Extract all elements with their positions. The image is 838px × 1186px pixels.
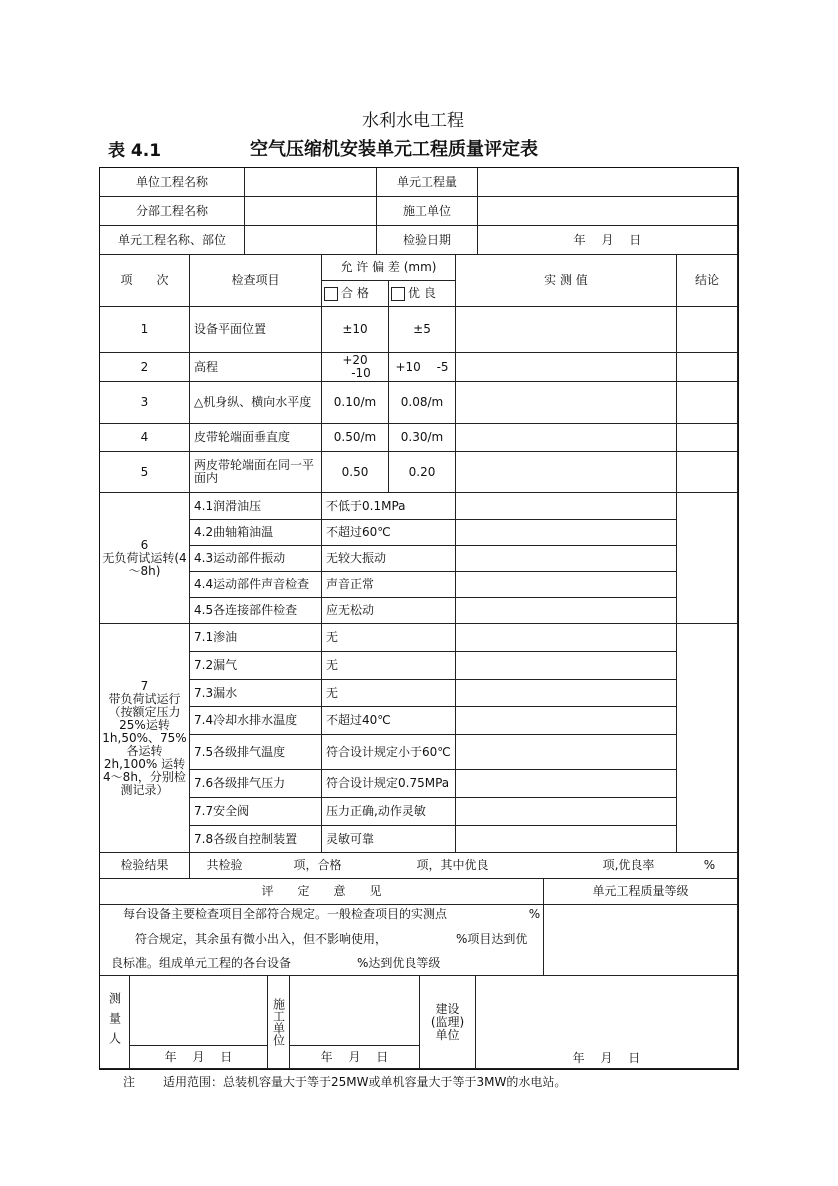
row-excellent: ±5 [388, 306, 456, 353]
row-conclusion[interactable] [676, 423, 738, 452]
surveyor-date: 年 月 日 [129, 1045, 268, 1069]
group6-standard: 不超过60℃ [321, 519, 456, 546]
group7-standard: 符合设计规定小于60℃ [321, 734, 456, 770]
row-excellent: 0.20 [388, 451, 456, 493]
group7-item: 7.6各级排气压力 [189, 769, 322, 798]
group7-item: 7.7安全阀 [189, 797, 322, 826]
row-conclusion[interactable] [676, 381, 738, 424]
group6-measured[interactable] [455, 492, 677, 520]
group6-standard: 声音正常 [321, 571, 456, 598]
group7-item: 7.4冷却水排水温度 [189, 706, 322, 735]
result-excellent: 项，其中优良 [416, 858, 489, 872]
contractor-sign[interactable] [289, 975, 420, 1046]
row-measured[interactable] [455, 381, 677, 424]
group6-standard: 无较大振动 [321, 545, 456, 572]
row-seq: 5 [99, 451, 190, 493]
checkbox[interactable] [324, 287, 338, 301]
group6-label: 6 无负荷试运转(4～8h) [99, 492, 190, 624]
group7-measured[interactable] [455, 679, 677, 707]
note-label: 注 [123, 1075, 136, 1089]
group7-item: 7.1渗油 [189, 623, 322, 652]
checkbox-label: 合 格 [341, 286, 369, 300]
group6-standard: 不低于0.1MPa [321, 492, 456, 520]
row-qualified: 0.10/m [321, 381, 389, 424]
row-measured[interactable] [455, 352, 677, 382]
col-header-tolerance: 允 许 偏 差 (mm) [321, 254, 456, 281]
row-excellent: 0.08/m [388, 381, 456, 424]
group6-item: 4.4运动部件声音检查 [189, 571, 322, 598]
opinion-line3-pct: %达到优良等级 [357, 956, 441, 970]
row-measured[interactable] [455, 306, 677, 353]
group7-measured[interactable] [455, 825, 677, 853]
group6-measured[interactable] [455, 571, 677, 598]
col-header-seq: 项 次 [99, 254, 190, 307]
checkbox[interactable] [391, 287, 405, 301]
opinion-line3: 良标准。组成单元工程的各台设备 [111, 956, 292, 970]
group7-label: 7 带负荷试运行（按额定压力 25%运转1h,50%、75% 各运转2h,100% 运转4～8h，分别检测记录） [99, 623, 190, 853]
field-value[interactable] [244, 196, 377, 226]
surveyor-label: 测量人 [99, 975, 130, 1069]
group7-measured[interactable] [455, 769, 677, 798]
group7-standard: 无 [321, 679, 456, 707]
field-value[interactable]: 年 月 日 [477, 225, 738, 255]
row-item: 设备平面位置 [189, 306, 322, 353]
surveyor-sign[interactable] [129, 975, 268, 1046]
row-excellent: +10 -5 [388, 352, 456, 382]
row-measured[interactable] [455, 423, 677, 452]
row-item: △机身纵、横向水平度 [189, 381, 322, 424]
group6-item: 4.5各连接部件检查 [189, 597, 322, 624]
opinion-header: 评 定 意 见 [99, 878, 544, 905]
row-seq: 2 [99, 352, 190, 382]
group6-conclusion[interactable] [676, 492, 738, 624]
group7-standard: 无 [321, 623, 456, 652]
group7-standard: 压力正确,动作灵敏 [321, 797, 456, 826]
row-conclusion[interactable] [676, 451, 738, 493]
field-value[interactable] [244, 225, 377, 255]
contractor-date: 年 月 日 [289, 1045, 420, 1069]
row-item: 高程 [189, 352, 322, 382]
row-qualified: 0.50 [321, 451, 389, 493]
group6-item: 4.2曲轴箱油温 [189, 519, 322, 546]
group7-item: 7.5各级排气温度 [189, 734, 322, 770]
group7-item: 7.2漏气 [189, 651, 322, 680]
group6-measured[interactable] [455, 519, 677, 546]
org-title: 水利水电工程 [362, 111, 464, 131]
grade-value[interactable] [543, 904, 738, 976]
col-header-item: 检查项目 [189, 254, 322, 307]
field-label: 单元工程量 [376, 167, 478, 197]
row-qualified: ±10 [321, 306, 389, 353]
row-conclusion[interactable] [676, 352, 738, 382]
row-item: 皮带轮端面垂直度 [189, 423, 322, 452]
group7-standard: 灵敏可靠 [321, 825, 456, 853]
page-title: 空气压缩机安装单元工程质量评定表 [250, 139, 538, 160]
table-number: 表 4.1 [108, 141, 162, 161]
contractor-label: 施工单位 [267, 975, 290, 1069]
group7-measured[interactable] [455, 797, 677, 826]
owner-label: 建设 (监理) 单位 [419, 975, 476, 1069]
group7-standard: 无 [321, 651, 456, 680]
opinion-line2-pct: %项目达到优 [456, 932, 528, 946]
grade-header: 单元工程质量等级 [543, 878, 738, 905]
row-excellent: 0.30/m [388, 423, 456, 452]
col-header-excellent [388, 280, 456, 307]
result-label: 检验结果 [99, 852, 190, 879]
field-label: 施工单位 [376, 196, 478, 226]
result-qualified: 项，合格 [293, 858, 342, 872]
field-label: 单元工程名称、部位 [99, 225, 245, 255]
row-measured[interactable] [455, 451, 677, 493]
owner-date: 年 月 日 [475, 975, 738, 1069]
row-seq: 3 [99, 381, 190, 424]
group6-item: 4.1润滑油压 [189, 492, 322, 520]
group7-measured[interactable] [455, 734, 677, 770]
group6-measured[interactable] [455, 597, 677, 624]
group6-item: 4.3运动部件振动 [189, 545, 322, 572]
col-header-measured: 实 测 值 [455, 254, 677, 307]
field-value[interactable] [244, 167, 377, 197]
row-qualified: +20 -10 [321, 352, 389, 382]
group7-item: 7.3漏水 [189, 679, 322, 707]
field-label: 分部工程名称 [99, 196, 245, 226]
field-label: 单位工程名称 [99, 167, 245, 197]
result-total: 共检验 [206, 858, 243, 872]
result-percent: % [703, 858, 716, 872]
group7-measured[interactable] [455, 651, 677, 680]
opinion-line2: 符合规定，其余虽有微小出入，但不影响使用， [135, 932, 388, 946]
group6-measured[interactable] [455, 545, 677, 572]
row-item: 两皮带轮端面在同一平面内 [189, 451, 322, 493]
field-label: 检验日期 [376, 225, 478, 255]
field-value[interactable] [477, 167, 738, 197]
group7-standard: 不超过40℃ [321, 706, 456, 735]
group7-measured[interactable] [455, 623, 677, 652]
group7-item: 7.8各级自控制装置 [189, 825, 322, 853]
row-seq: 4 [99, 423, 190, 452]
row-conclusion[interactable] [676, 306, 738, 353]
opinion-line1: 每台设备主要检查项目全部符合规定。一般检查项目的实测点 [123, 907, 448, 921]
row-seq: 1 [99, 306, 190, 353]
group7-conclusion[interactable] [676, 623, 738, 853]
note-text: 适用范围：总装机容量大于等于25MW或单机容量大于等于3MW的水电站。 [163, 1075, 567, 1089]
group7-standard: 符合设计规定0.75MPa [321, 769, 456, 798]
group7-measured[interactable] [455, 706, 677, 735]
row-qualified: 0.50/m [321, 423, 389, 452]
result-rate: 项,优良率 [602, 858, 655, 872]
col-header-conclusion: 结论 [676, 254, 738, 307]
opinion-line1-pct: % [528, 907, 541, 921]
checkbox-label: 优 良 [408, 286, 436, 300]
group6-standard: 应无松动 [321, 597, 456, 624]
col-header-qualified [321, 280, 389, 307]
field-value[interactable] [477, 196, 738, 226]
